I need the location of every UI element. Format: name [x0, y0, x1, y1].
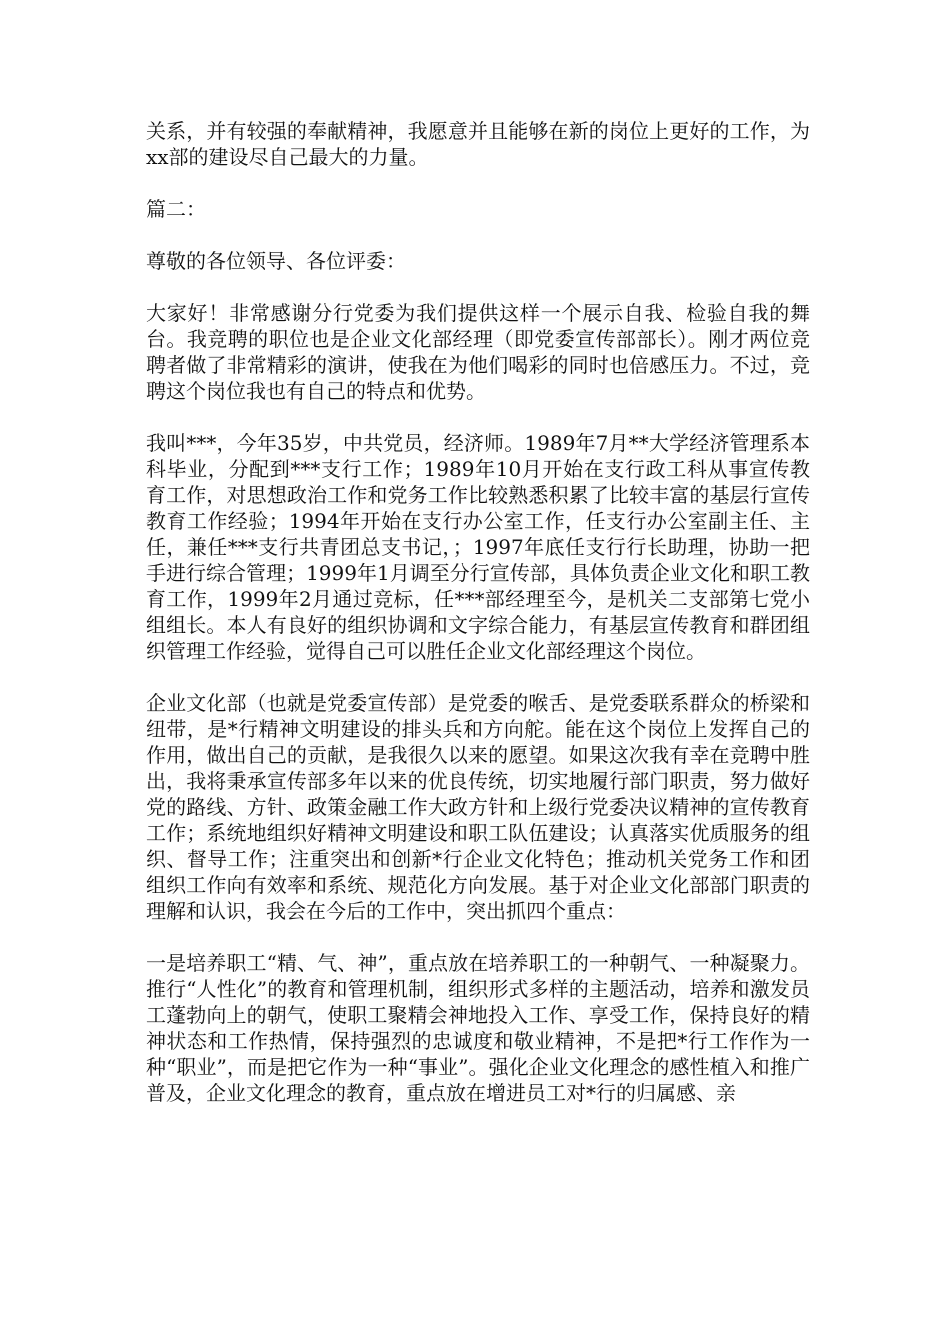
paragraph-closing: 关系，并有较强的奉献精神，我愿意并且能够在新的岗位上更好的工作，为xx部的建设尽自己最大的力量。 [146, 119, 810, 169]
paragraph-background: 我叫***，今年35岁，中共党员，经济师。1989年7月**大学经济管理系本科毕业，分配到***支行工作；1989年10月开始在支行政工科从事宣传教育工作，对思想政治工作和党务工作比较熟悉积累了比较丰富的基层行宣传教育工作经验；1994年开始在支行办公室工作，任支行办公室副主任、主任，兼任***支行共青团总支书记，；1997年底任支行行长助理，协助一把手进行综合管理；1999年1月调至分行宣传部，具体负责企业文化和职工教育工作，1999年2月通过竞标，任***部经理至今，是机关二支部第七党小组组长。本人有良好的组织协调和文字综合能力，有基层宣传教育和群团组织管理工作经验，觉得自己可以胜任企业文化部经理这个岗位。 [146, 431, 810, 663]
paragraph-greeting: 大家好！非常感谢分行党委为我们提供这样一个展示自我、检验自我的舞台。我竞聘的职位也是企业文化部经理（即党委宣传部部长）。刚才两位竞聘者做了非常精彩的演讲，使我在为他们喝彩的同时也倍感压力。不过，竞聘这个岗位我也有自己的特点和优势。 [146, 301, 810, 403]
document-page [146, 118, 810, 1106]
paragraph-point-one: 一是培养职工“精、气、神”，重点放在培养职工的一种朝气、一种凝聚力。推行“人性化”的教育和管理机制，组织形式多样的主题活动，培养和激发员工蓬勃向上的朝气，使职工聚精会神地投入工作、享受工作，保持良好的精神状态和工作热情，保持强烈的忠诚度和敬业精神，不是把*行工作作为一种“职业”，而是把它作为一种“事业”。强化企业文化理念的感性植入和推广普及，企业文化理念的教育，重点放在增进员工对*行的归属感、亲 [146, 951, 810, 1105]
paragraph-role: 企业文化部（也就是党委宣传部）是党委的喉舌、是党委联系群众的桥梁和纽带，是*行精神文明建设的排头兵和方向舵。能在这个岗位上发挥自己的作用，做出自己的贡献，是我很久以来的愿望。如果这次我有幸在竞聘中胜出，我将秉承宣传部多年以来的优良传统，切实地履行部门职责，努力做好党的路线、方针、政策金融工作大政方针和上级行党委决议精神的宣传教育工作；系统地组织好精神文明建设和职工队伍建设；认真落实优质服务的组织、督导工作；注重突出和创新*行企业文化特色；推动机关党务工作和团组织工作向有效率和系统、规范化方向发展。基于对企业文化部部门职责的理解和认识，我会在今后的工作中，突出抓四个重点： [146, 691, 810, 923]
section-heading: 篇二： [146, 197, 206, 221]
salutation: 尊敬的各位领导、各位评委： [146, 249, 406, 273]
